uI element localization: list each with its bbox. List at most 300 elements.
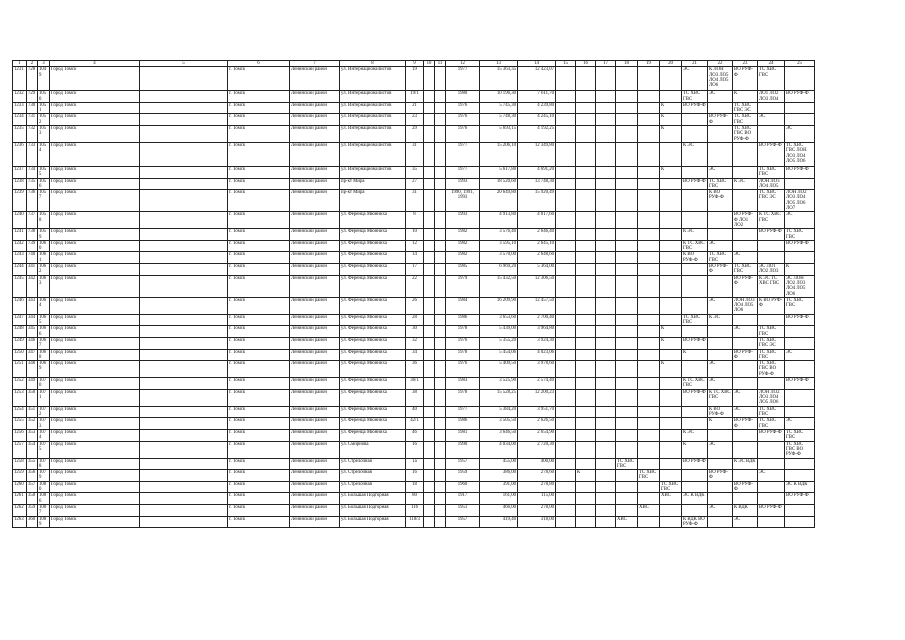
table-cell: 360: [27, 516, 38, 528]
column-number-header: 24: [758, 61, 785, 67]
table-cell: [616, 389, 638, 406]
table-cell: [708, 481, 733, 493]
table-cell: [682, 504, 708, 516]
table-cell: Ленинский район: [290, 102, 340, 114]
table-cell: 17: [406, 264, 424, 276]
table-cell: 1257: [13, 441, 27, 458]
table-row: [13, 252, 815, 264]
table-cell: 1260: [13, 481, 27, 493]
table-cell: [435, 212, 446, 229]
table-cell: Ленинский район: [290, 166, 340, 178]
table-cell: ВО РУФ-Ф: [682, 389, 708, 406]
table-cell: [424, 212, 435, 229]
table-cell: 1990, 1991, 1993: [446, 190, 480, 212]
table-cell: Город Томск: [50, 190, 140, 212]
table-cell: [758, 126, 785, 143]
column-number-header: 19: [638, 61, 660, 67]
table-cell: [708, 102, 733, 114]
table-cell: ВО РУФ-Ф: [733, 418, 758, 430]
table-row: [13, 458, 815, 470]
table-cell: 38: [406, 389, 424, 406]
table-cell: г. Томск: [228, 212, 290, 229]
table-cell: [596, 429, 616, 441]
table-cell: ТС ХВС ГВС ЭС: [758, 190, 785, 212]
table-cell: 4 192,25: [518, 126, 556, 143]
table-row: [13, 264, 815, 276]
table-cell: 347: [27, 349, 38, 361]
table-cell: [424, 314, 435, 326]
table-row: [13, 470, 815, 482]
table-cell: 1982: [446, 240, 480, 252]
table-cell: [785, 178, 815, 190]
table-cell: К: [660, 102, 682, 114]
table-cell: [424, 178, 435, 190]
table-cell: [576, 406, 596, 418]
table-cell: 1253: [13, 389, 27, 406]
table-cell: [435, 406, 446, 418]
table-cell: ул. Ференца Мюнниха: [340, 418, 406, 430]
table-cell: К ВО РУФ-Ф: [708, 406, 733, 418]
table-cell: [424, 337, 435, 349]
table-cell: 3 570,00: [480, 252, 518, 264]
table-cell: 12 306,50: [518, 275, 556, 297]
table-cell: [616, 406, 638, 418]
table-cell: 1063: [38, 275, 50, 297]
table-cell: 2 626,50: [518, 418, 556, 430]
table-cell: [638, 166, 660, 178]
table-cell: г. Томск: [228, 297, 290, 314]
table-cell: [140, 378, 228, 390]
table-cell: Город Томск: [50, 126, 140, 143]
table-row: [13, 314, 815, 326]
table-cell: [708, 229, 733, 241]
table-cell: [733, 337, 758, 349]
table-body: [13, 67, 815, 528]
table-cell: Город Томск: [50, 67, 140, 91]
table-cell: 118/3: [406, 516, 424, 528]
table-cell: [682, 361, 708, 378]
table-row: [13, 389, 815, 406]
table-cell: 4 023,06: [518, 349, 556, 361]
column-number-header: 9: [406, 61, 424, 67]
table-cell: 15 920,49: [518, 190, 556, 212]
table-cell: [616, 441, 638, 458]
table-cell: [616, 314, 638, 326]
table-cell: 1231: [13, 67, 27, 91]
table-cell: К ВО РУФ-Ф: [682, 252, 708, 264]
table-cell: [708, 516, 733, 528]
table-cell: [576, 389, 596, 406]
table-cell: г. Томск: [228, 252, 290, 264]
table-cell: К ЭС: [708, 314, 733, 326]
table-cell: [616, 178, 638, 190]
table-cell: [556, 504, 576, 516]
table-cell: 1981: [446, 429, 480, 441]
table-cell: [424, 349, 435, 361]
table-cell: [556, 229, 576, 241]
table-cell: К ВО РУФ-Ф: [758, 297, 785, 314]
table-cell: Ленинский район: [290, 275, 340, 297]
table-cell: 1а: [406, 458, 424, 470]
table-cell: 1055: [38, 166, 50, 178]
table-cell: [556, 361, 576, 378]
table-cell: [758, 252, 785, 264]
table-cell: ул. Интернационалистов: [340, 114, 406, 126]
table-cell: [682, 212, 708, 229]
table-cell: 344: [27, 314, 38, 326]
table-cell: 1065: [38, 314, 50, 326]
table-cell: [616, 361, 638, 378]
table-cell: ул. Интернационалистов: [340, 102, 406, 114]
table-cell: [576, 190, 596, 212]
table-cell: 1263: [13, 516, 27, 528]
table-cell: г. Томск: [228, 470, 290, 482]
table-cell: ЛОН ЛО2 ЛО3 ЛО4 ЛО5 ЛО6: [758, 389, 785, 406]
table-cell: [638, 389, 660, 406]
column-number-header: 16: [576, 61, 596, 67]
table-cell: [140, 297, 228, 314]
table-cell: 1951: [446, 504, 480, 516]
table-cell: 31: [406, 190, 424, 212]
table-cell: 26: [406, 297, 424, 314]
table-row: [13, 166, 815, 178]
table-cell: 730: [27, 102, 38, 114]
table-cell: ул. Интернационалистов: [340, 142, 406, 166]
table-row: [13, 378, 815, 390]
table-cell: 1259: [13, 470, 27, 482]
table-cell: [596, 252, 616, 264]
table-cell: [638, 275, 660, 297]
table-cell: [140, 504, 228, 516]
column-number-header: 7: [290, 61, 340, 67]
table-cell: [556, 406, 576, 418]
table-cell: [660, 190, 682, 212]
table-cell: [758, 102, 785, 114]
table-cell: К ВО РУФ-Ф: [708, 190, 733, 212]
table-cell: [638, 126, 660, 143]
table-cell: [435, 240, 446, 252]
table-cell: 7 611,70: [518, 91, 556, 103]
table-cell: 31: [406, 142, 424, 166]
table-cell: [638, 178, 660, 190]
table-cell: ВО РУФ-Ф: [733, 349, 758, 361]
table-cell: ул. Ференца Мюнниха: [340, 314, 406, 326]
table-cell: [638, 252, 660, 264]
table-cell: 36/1: [406, 378, 424, 390]
table-cell: ТС ХВС ГВС: [758, 67, 785, 91]
table-cell: [596, 389, 616, 406]
table-cell: ВО РУФ-Ф: [785, 91, 815, 103]
table-cell: [556, 297, 576, 314]
table-cell: [708, 349, 733, 361]
table-cell: К: [682, 441, 708, 458]
table-cell: [140, 264, 228, 276]
table-cell: 1238: [13, 178, 27, 190]
table-cell: 278,00: [518, 504, 556, 516]
table-cell: [638, 240, 660, 252]
table-cell: Город Томск: [50, 102, 140, 114]
table-cell: [638, 102, 660, 114]
table-cell: [435, 349, 446, 361]
table-cell: 1985: [446, 264, 480, 276]
table-cell: [596, 190, 616, 212]
table-cell: 1990: [446, 441, 480, 458]
table-cell: ЭС: [708, 504, 733, 516]
table-cell: ЭС: [733, 326, 758, 338]
table-cell: [435, 297, 446, 314]
table-cell: К ЭС: [733, 178, 758, 190]
table-cell: 5 384,20: [480, 406, 518, 418]
column-number-header: 1: [13, 61, 27, 67]
table-cell: г. Томск: [228, 166, 290, 178]
table-cell: [660, 406, 682, 418]
table-cell: [596, 212, 616, 229]
table-cell: [616, 378, 638, 390]
column-number-header: 6: [228, 61, 290, 67]
table-cell: [576, 297, 596, 314]
table-cell: [616, 326, 638, 338]
table-cell: [785, 516, 815, 528]
table-cell: ЭС: [682, 67, 708, 91]
table-cell: [435, 516, 446, 528]
table-cell: [682, 297, 708, 314]
table-cell: 80: [406, 493, 424, 505]
table-cell: 1053: [38, 126, 50, 143]
table-cell: Город Томск: [50, 264, 140, 276]
table-cell: 1982: [446, 229, 480, 241]
table-cell: 28: [406, 314, 424, 326]
table-cell: [708, 429, 733, 441]
table-cell: [638, 326, 660, 338]
table-cell: [556, 516, 576, 528]
table-cell: [638, 378, 660, 390]
table-cell: [596, 229, 616, 241]
table-cell: [435, 429, 446, 441]
table-cell: [682, 114, 708, 126]
table-cell: [616, 190, 638, 212]
table-cell: [140, 91, 228, 103]
table-cell: [556, 429, 576, 441]
table-cell: К ЭС ТС ХВС ГВС: [758, 275, 785, 297]
table-cell: [616, 264, 638, 276]
table-cell: г. Томск: [228, 275, 290, 297]
table-cell: 115,00: [518, 493, 556, 505]
table-cell: 19: [406, 67, 424, 91]
table-cell: Ленинский район: [290, 470, 340, 482]
table-cell: 1236: [13, 142, 27, 166]
table-cell: 1976: [446, 126, 480, 143]
table-cell: ул. Ференца Мюнниха: [340, 252, 406, 264]
table-cell: 30: [406, 326, 424, 338]
table-cell: [576, 418, 596, 430]
table-cell: ЭС К ВДК: [682, 493, 708, 505]
table-cell: ул. Ференца Мюнниха: [340, 389, 406, 406]
table-row: [13, 429, 815, 441]
table-cell: [660, 264, 682, 276]
table-cell: [556, 349, 576, 361]
table-cell: 357: [27, 481, 38, 493]
table-cell: [424, 102, 435, 114]
table-cell: 1069: [38, 361, 50, 378]
table-cell: 3 951,70: [518, 406, 556, 418]
table-cell: ул. Большая Подгорная: [340, 493, 406, 505]
table-cell: [596, 166, 616, 178]
table-cell: [708, 458, 733, 470]
table-cell: 5 693,15: [480, 126, 518, 143]
table-cell: 353: [27, 429, 38, 441]
table-cell: 350: [27, 389, 38, 406]
table-cell: Город Томск: [50, 275, 140, 297]
table-cell: 1261: [13, 493, 27, 505]
table-cell: [576, 142, 596, 166]
table-cell: К: [733, 91, 758, 103]
table-cell: ул. Стрелочная: [340, 470, 406, 482]
table-cell: 1241: [13, 229, 27, 241]
table-cell: ВО РУФ-Ф ЛО1 ЛО2: [733, 212, 758, 229]
table-cell: 1049: [38, 67, 50, 91]
table-cell: [682, 190, 708, 212]
table-cell: 1239: [13, 190, 27, 212]
table-cell: 4 245,10: [518, 114, 556, 126]
table-cell: 1977: [446, 406, 480, 418]
table-cell: 1262: [13, 504, 27, 516]
table-cell: Город Томск: [50, 212, 140, 229]
table-cell: [596, 458, 616, 470]
table-row: [13, 337, 815, 349]
table-cell: [733, 361, 758, 378]
table-cell: [576, 458, 596, 470]
table-cell: Город Томск: [50, 114, 140, 126]
table-cell: ТС ХВС ГВС ЭС: [758, 337, 785, 349]
table-cell: 1977: [446, 67, 480, 91]
table-cell: [435, 458, 446, 470]
table-cell: [435, 114, 446, 126]
table-cell: 391,00: [480, 481, 518, 493]
table-cell: 278,80: [518, 481, 556, 493]
table-cell: ТС ХВС ГВС: [733, 114, 758, 126]
table-cell: 3 964,80: [518, 326, 556, 338]
table-cell: 1059: [38, 229, 50, 241]
table-cell: г. Томск: [228, 493, 290, 505]
table-cell: [596, 361, 616, 378]
table-cell: 1244: [13, 264, 27, 276]
table-cell: Город Томск: [50, 337, 140, 349]
table-cell: [576, 114, 596, 126]
table-cell: Город Томск: [50, 178, 140, 190]
table-cell: 12 457,50: [518, 297, 556, 314]
table-cell: Ленинский район: [290, 429, 340, 441]
table-cell: 1089: [38, 516, 50, 528]
table-cell: ЭС К ВДК: [785, 481, 815, 493]
table-cell: Город Томск: [50, 458, 140, 470]
table-cell: ТС ХВС ГВС: [785, 297, 815, 314]
table-row: [13, 504, 815, 516]
table-cell: [785, 252, 815, 264]
table-cell: [435, 470, 446, 482]
table-cell: [660, 91, 682, 103]
table-cell: 4 034,00: [480, 441, 518, 458]
table-cell: [424, 126, 435, 143]
table-cell: ул. Большая Подгорная: [340, 504, 406, 516]
table-cell: ТС ХВС ГВС: [638, 470, 660, 482]
table-cell: ЭС: [733, 252, 758, 264]
table-cell: Ленинский район: [290, 481, 340, 493]
table-cell: 341: [27, 264, 38, 276]
table-cell: ТС ХВС ГВС ЛОН ЛО3 ЛО4 ЛО5 ЛО6: [785, 142, 815, 166]
table-cell: Ленинский район: [290, 91, 340, 103]
table-cell: ВО РУФ-Ф: [708, 470, 733, 482]
table-cell: [140, 326, 228, 338]
column-number-header: 14: [518, 61, 556, 67]
table-cell: г. Томск: [228, 264, 290, 276]
table-cell: 19/1: [406, 91, 424, 103]
table-cell: [660, 504, 682, 516]
table-cell: [638, 297, 660, 314]
table-cell: [435, 91, 446, 103]
table-cell: г. Томск: [228, 126, 290, 143]
table-cell: г. Томск: [228, 229, 290, 241]
table-cell: г. Томск: [228, 481, 290, 493]
table-cell: ул. Ференца Мюнниха: [340, 361, 406, 378]
table-cell: 15 206,10: [480, 142, 518, 166]
table-cell: [660, 470, 682, 482]
table-cell: [682, 418, 708, 430]
table-cell: Город Томск: [50, 441, 140, 458]
table-cell: [140, 441, 228, 458]
table-cell: 1232: [13, 91, 27, 103]
table-cell: ТС ХВС ГВС: [785, 229, 815, 241]
table-cell: Ленинский район: [290, 126, 340, 143]
table-cell: [733, 378, 758, 390]
table-cell: 4 913,80: [480, 212, 518, 229]
table-cell: ул. Ференца Мюнниха: [340, 264, 406, 276]
table-cell: 1071: [38, 389, 50, 406]
table-cell: [424, 240, 435, 252]
table-cell: [785, 406, 815, 418]
column-number-header: 20: [660, 61, 682, 67]
table-cell: 16: [406, 470, 424, 482]
table-cell: 1062: [38, 264, 50, 276]
table-cell: [682, 126, 708, 143]
table-cell: 1074: [38, 429, 50, 441]
table-cell: [556, 470, 576, 482]
table-cell: [435, 326, 446, 338]
table-cell: [435, 275, 446, 297]
table-cell: ТС ХВС ГВС: [785, 429, 815, 441]
table-cell: [708, 326, 733, 338]
table-cell: [660, 252, 682, 264]
table-cell: [733, 470, 758, 482]
table-cell: Город Томск: [50, 504, 140, 516]
column-number-header: 4: [50, 61, 140, 67]
table-cell: [616, 337, 638, 349]
table-cell: 731: [27, 114, 38, 126]
table-cell: [140, 349, 228, 361]
table-cell: 15 528,25: [480, 389, 518, 406]
table-cell: К ВДК: [733, 504, 758, 516]
table-cell: [435, 504, 446, 516]
table-cell: 5 748,30: [480, 114, 518, 126]
table-cell: 728: [27, 67, 38, 91]
table-cell: [660, 240, 682, 252]
table-cell: [140, 481, 228, 493]
table-cell: 1233: [13, 102, 27, 114]
table-row: [13, 516, 815, 528]
table-cell: 455,00: [480, 458, 518, 470]
table-cell: 1983: [446, 378, 480, 390]
table-cell: [638, 493, 660, 505]
table-cell: К ТС ХВС ГВС: [682, 378, 708, 390]
